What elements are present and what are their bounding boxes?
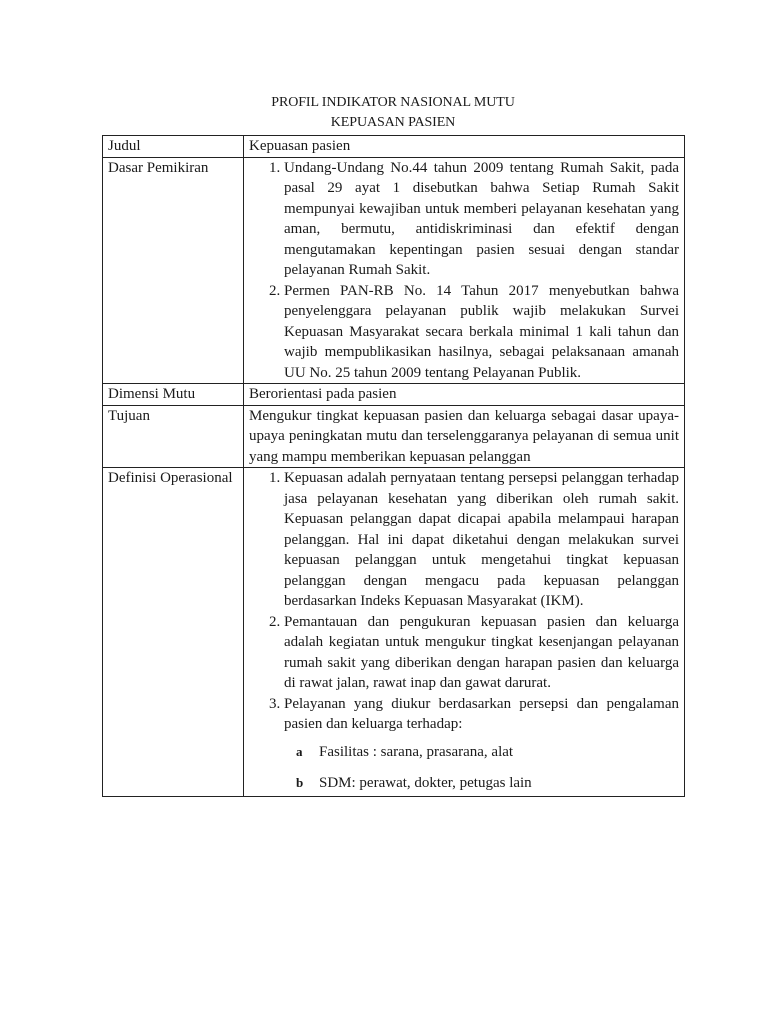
list-item: 2. Permen PAN-RB No. 14 Tahun 2017 menyebutkan bahwa penyelenggara pelayanan publik wajib melakukan Survei Kepuasan Masyarakat secara berkala minimal 1 kali tahun dan wajib mempublikasikan hasilnya, sebagai pelaksanaan amanah UU No. 25 tahun 2009 tentang Pelayanan Publik. [284,281,679,384]
document-title [102,93,684,133]
label-tujuan: Tujuan [103,405,244,468]
label-dasar-pemikiran: Dasar Pemikiran [103,157,244,384]
sub-list [284,742,679,794]
list-item: 1. Kepuasan adalah pernyataan tentang persepsi pelanggan terhadap jasa pelayanan kesehatan yang diberikan oleh rumah sakit. Kepuasan pelanggan dapat dicapai apabila melampaui harapan pelanggan. Hal ini dapat diketahui dengan melakukan survei kepuasan pelanggan untuk mengetahui tingkat kepuasan pelanggan dengan mengacu pada kepuasan pelanggan berdasarkan Indeks Kepuasan Masyarakat (IKM). [284,468,679,612]
sub-list-item [284,742,679,763]
value-dimensi-mutu: Berorientasi pada pasien [244,384,685,406]
sub-list-text: SDM: perawat, dokter, petugas lain [319,775,532,791]
value-definisi-operasional [244,468,685,797]
list-item: 2. Pemantauan dan pengukuran kepuasan pasien dan keluarga adalah kegiatan untuk mengukur tingkat kesenjangan pelayanan rumah sakit yang diberikan dengan harapan pasien dan keluarga di rawat jalan, rawat inap dan gawat darurat. [284,612,679,694]
sub-list-letter: a [296,743,303,759]
row-tujuan [103,405,685,468]
list-item: 1. Undang-Undang No.44 tahun 2009 tentang Rumah Sakit, pada pasal 29 ayat 1 disebutkan bahwa Setiap Rumah Sakit mempunyai kewajiban untuk memberi pelayanan kesehatan yang aman, bermutu, antidiskriminasi dan efektif dengan mengutamakan kepentingan pasien sesuai dengan standar pelayanan Rumah Sakit. [284,158,679,281]
list-item-text: Pelayanan yang diukur berdasarkan persepsi dan pengalaman pasien dan keluarga terhadap: [284,695,679,732]
sub-list-letter: b [296,775,304,790]
title-line-2: KEPUASAN PASIEN [330,115,456,130]
row-dasar-pemikiran [103,157,685,384]
value-dasar-pemikiran [244,157,685,384]
value-judul: Kepuasan pasien [244,136,685,158]
indicator-profile-table [102,135,685,797]
label-dimensi-mutu: Dimensi Mutu [103,384,244,406]
title-line-1: PROFIL INDIKATOR NASIONAL MUTU [271,95,515,110]
label-judul: Judul [103,136,244,158]
definisi-operasional-list [249,468,679,794]
row-definisi-operasional [103,468,685,797]
list-item [284,694,679,794]
sub-list-text: Fasilitas : sarana, prasarana, alat [319,743,514,760]
row-judul [103,136,685,158]
sub-list-item [284,773,679,794]
row-dimensi-mutu [103,384,685,406]
dasar-pemikiran-list [249,158,679,384]
label-definisi-operasional: Definisi Operasional [103,468,244,797]
value-tujuan: Mengukur tingkat kepuasan pasien dan keluarga sebagai dasar upaya-upaya peningkatan mutu dan terselenggaranya pelayanan di semua unit yang mampu memberikan kepuasan pelanggan [244,405,685,468]
